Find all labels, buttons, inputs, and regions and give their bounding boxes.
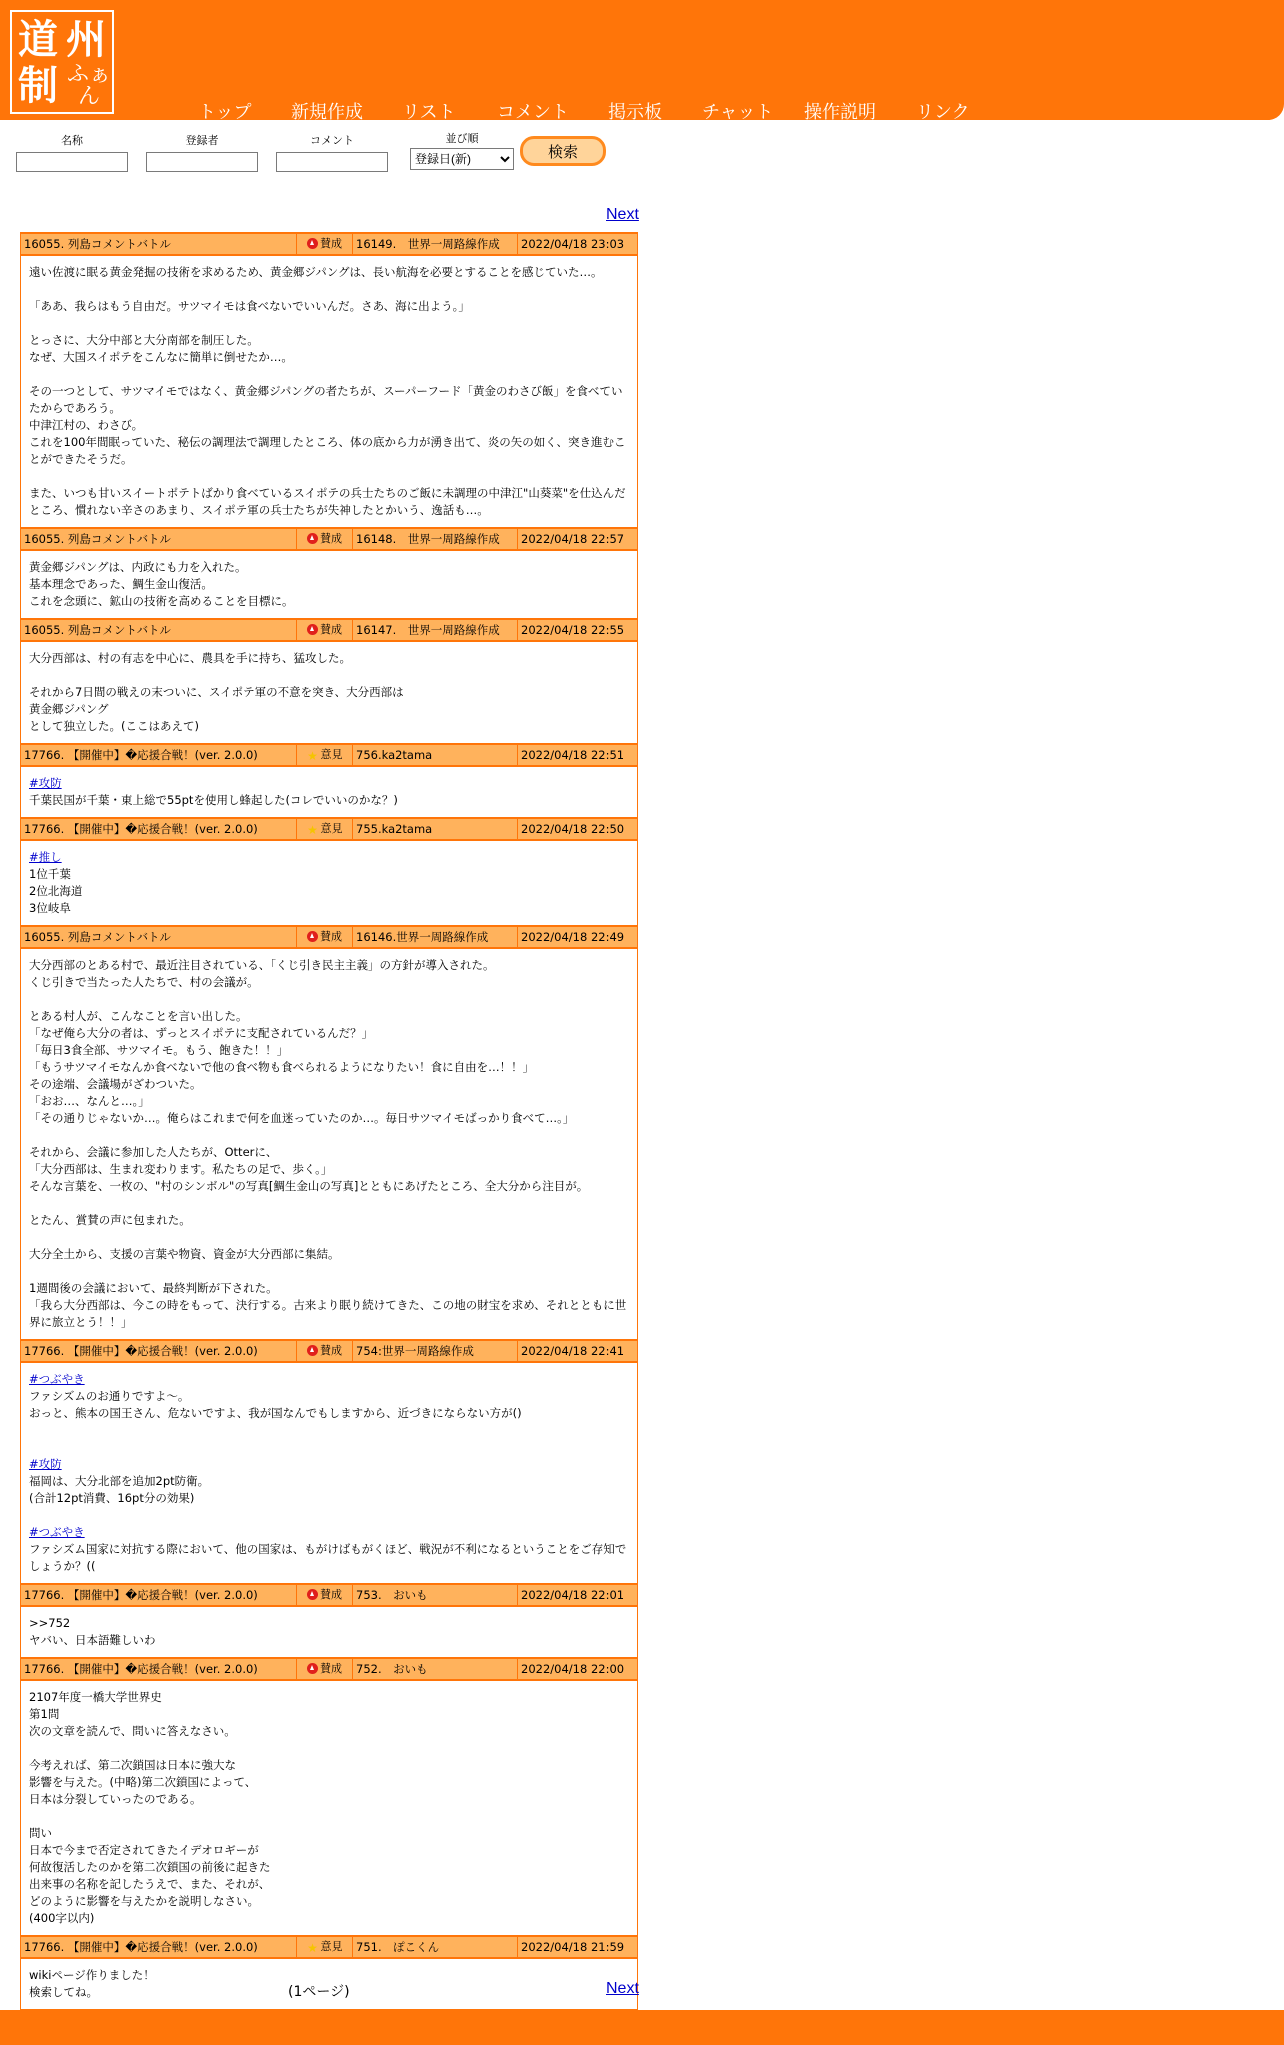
post-line: 次の文章を読んで、問いに答えなさい。 <box>29 1724 236 1738</box>
post-line: とある村人が、こんなことを言い出した。 <box>29 1009 248 1023</box>
nav-top[interactable]: トップ <box>198 102 252 123</box>
site-logo[interactable] <box>10 10 114 114</box>
post-line: 大分西部は、村の有志を中心に、農具を手に持ち、猛攻した。 <box>29 651 351 665</box>
nav-links[interactable]: リンク <box>916 102 970 123</box>
post-header <box>21 1583 637 1607</box>
star-icon: ★ <box>307 823 318 837</box>
up-arrow-icon <box>307 1345 318 1356</box>
name-input[interactable] <box>16 152 128 172</box>
sort-label: 並び順 <box>445 132 479 145</box>
post-line <box>29 1263 629 1280</box>
post-thread-title[interactable]: 17766. 【開催中】�応援合戦！(ver. 2.0.0) <box>21 1341 297 1361</box>
post-thread-title[interactable]: 17766. 【開催中】�応援合戦！(ver. 2.0.0) <box>21 1937 297 1957</box>
post-line <box>29 1195 629 1212</box>
post-line: 「もうサツマイモなんか食べないで他の食べ物も食べられるようになりたい！食に自由を…！！」 <box>29 1060 535 1074</box>
post-vote[interactable] <box>297 1937 353 1957</box>
post-date: 2022/04/18 22:49 <box>521 930 625 944</box>
post-line: として独立した。(ここはあえて) <box>29 719 199 733</box>
post-line: なぜ、大国スイポテをこんなに簡単に倒せたか…。 <box>29 350 293 364</box>
post-tag-line <box>29 1456 629 1473</box>
name-label: 名称 <box>61 134 83 147</box>
post-line: 千葉民国が千葉・東上総で55ptを使用し蜂起した(コレでいいのかな？) <box>29 793 398 807</box>
logo-char-2: 州 <box>66 17 106 63</box>
post-line: その一つとして、サツマイモではなく、黄金郷ジパングの者たちが、スーパーフード「黄金のわさび飯」を食べていたからであろう。 <box>29 384 623 415</box>
registrant-input[interactable] <box>146 152 258 172</box>
post-line: 基本理念であった、鯛生金山復活。 <box>29 577 213 591</box>
post-list <box>20 232 638 2010</box>
sort-select[interactable] <box>410 148 514 170</box>
post-body <box>21 642 637 743</box>
post-header <box>21 1657 637 1681</box>
post-number-author: 752. おいも <box>353 1659 518 1679</box>
post-line <box>29 1229 629 1246</box>
post-line: 「おお…、なんと…。」 <box>29 1094 150 1108</box>
post-line <box>29 315 629 332</box>
post-vote-label: 賛成 <box>320 1588 342 1601</box>
post-line: 大分西部のとある村で、最近注目されている、「くじ引き民主主義」の方針が導入された。 <box>29 958 495 972</box>
post-thread-title[interactable]: 17766. 【開催中】�応援合戦！(ver. 2.0.0) <box>21 1585 297 1605</box>
post-vote-label: 賛成 <box>320 1344 342 1357</box>
post-header <box>21 618 637 642</box>
post-vote-label: 賛成 <box>320 1662 342 1675</box>
post-line: それから7日間の戦えの末ついに、スイポテ軍の不意を突き、大分西部は <box>29 685 404 699</box>
post-line: 福岡は、大分北部を追加2pt防衛。 <box>29 1474 210 1488</box>
post-line: wikiページ作りました！ <box>29 1968 155 1982</box>
post-vote[interactable] <box>297 620 353 640</box>
post-line: おっと、熊本の国王さん、危ないですよ、我が国なんでもしますから、近づきにならない方が() <box>29 1406 522 1420</box>
hashtag-link[interactable]: #つぶやき <box>29 1525 85 1539</box>
post-line: 「毎日3食全部、サツマイモ。もう、飽きた！！」 <box>29 1043 289 1057</box>
post-header <box>21 817 637 841</box>
post-line <box>29 366 629 383</box>
post-line <box>29 281 629 298</box>
post-line: 日本で今まで否定されてきたイデオロギーが <box>29 1843 259 1857</box>
post-vote[interactable] <box>297 1585 353 1605</box>
post-tag-line <box>29 1524 629 1541</box>
post-date: 2022/04/18 22:57 <box>521 532 625 546</box>
post-vote-label: 賛成 <box>320 237 342 250</box>
post-body <box>21 841 637 925</box>
post-vote[interactable] <box>297 529 353 549</box>
post-vote[interactable] <box>297 819 353 839</box>
post-vote[interactable] <box>297 1341 353 1361</box>
post-line: くじ引きで当たった人たちで、村の会議が。 <box>29 975 259 989</box>
post-vote-label: 意見 <box>320 1940 343 1953</box>
post-line: 「なぜ俺ら大分の者は、ずっとスイポテに支配されているんだ？」 <box>29 1026 374 1040</box>
post-vote-label: 賛成 <box>320 532 342 545</box>
post-header <box>21 925 637 949</box>
post-date: 2022/04/18 22:01 <box>521 1588 625 1602</box>
post-line: 何故復活したのかを第二次鎖国の前後に起きた <box>29 1860 271 1874</box>
post-tag-line <box>29 849 629 866</box>
post-header <box>21 232 637 256</box>
post-thread-title[interactable]: 16055. 列島コメントバトル <box>21 927 297 947</box>
up-arrow-icon <box>307 238 318 249</box>
post-number-author: 16149. 世界一周路線作成 <box>353 234 518 254</box>
nav-chat[interactable]: チャット <box>702 102 774 123</box>
comment-field-group <box>276 132 388 172</box>
post-number-author: 755.ka2tama <box>353 819 518 839</box>
post-line: 出来事の名称を記したうえで、また、それが、 <box>29 1877 271 1891</box>
post-date: 2022/04/18 23:03 <box>521 237 625 251</box>
post-body <box>21 1681 637 1935</box>
logo-char-1: 道 <box>18 17 58 63</box>
comment-label: コメント <box>310 134 354 147</box>
post-line: とたん、賞賛の声に包まれた。 <box>29 1213 191 1227</box>
post-line <box>29 1439 629 1456</box>
post-line: 「我ら大分西部は、今この時をもって、決行する。古来より眠り続けてきた、この地の財宝を求め、それとともに世界に旅立とう！！」 <box>29 1298 627 1329</box>
post-date: 2022/04/18 21:59 <box>521 1940 625 1954</box>
post-number-author: 751. ぽこくん <box>353 1937 518 1957</box>
post-line <box>29 991 629 1008</box>
post-body <box>21 767 637 817</box>
post-line: どのように影響を与えたかを説明しなさい。 <box>29 1894 259 1908</box>
post-line: 問い <box>29 1826 52 1840</box>
post-line: 3位岐阜 <box>29 901 71 915</box>
hashtag-link[interactable]: #推し <box>29 850 62 864</box>
post-line: 黄金郷ジパング <box>29 702 109 716</box>
page-count: (1ページ) <box>288 1984 350 2000</box>
post-header <box>21 743 637 767</box>
hashtag-link[interactable]: #攻防 <box>29 1457 62 1471</box>
nav-help[interactable]: 操作説明 <box>804 102 876 123</box>
post-line <box>29 1808 629 1825</box>
post-vote[interactable] <box>297 745 353 765</box>
post-number-author: 16146.世界一周路線作成 <box>353 927 518 947</box>
registrant-field-group <box>146 132 258 172</box>
comment-input[interactable] <box>276 152 388 172</box>
post-tag-line <box>29 1371 629 1388</box>
post-line: 1週間後の会議において、最終判断が下された。 <box>29 1281 278 1295</box>
post-body <box>21 1363 637 1583</box>
post-thread-title[interactable]: 17766. 【開催中】�応援合戦！(ver. 2.0.0) <box>21 745 297 765</box>
site-footer <box>0 2010 1284 2045</box>
post-line: 「大分西部は、生まれ変わります。私たちの足で、歩く。」 <box>29 1162 333 1176</box>
nav-list[interactable]: リスト <box>402 102 456 123</box>
hashtag-link[interactable]: #攻防 <box>29 776 62 790</box>
post-date: 2022/04/18 22:51 <box>521 748 625 762</box>
post-header <box>21 1339 637 1363</box>
post-line: (400字以内) <box>29 1911 95 1925</box>
post-line: 「その通りじゃないか…。俺らはこれまで何を血迷っていたのか…。毎日サツマイモばっかり食べて…。」 <box>29 1111 575 1125</box>
up-arrow-icon <box>307 1589 318 1600</box>
post-line: 日本は分裂していったのである。 <box>29 1792 202 1806</box>
post-vote[interactable] <box>297 927 353 947</box>
post-thread-title[interactable]: 16055. 列島コメントバトル <box>21 620 297 640</box>
logo-char-3: 制 <box>18 63 58 109</box>
post-header <box>21 1935 637 1959</box>
star-icon: ★ <box>307 749 318 763</box>
post-line: 遠い佐渡に眠る黄金発掘の技術を求めるため、黄金郷ジパングは、長い航海を必要とすることを感じていた…。 <box>29 265 603 279</box>
post-body <box>21 949 637 1339</box>
post-body <box>21 1607 637 1657</box>
post-line <box>29 1422 629 1439</box>
post-date: 2022/04/18 22:00 <box>521 1662 625 1676</box>
logo-char-4: ふぁん <box>66 62 111 109</box>
post-vote[interactable] <box>297 234 353 254</box>
up-arrow-icon <box>307 931 318 942</box>
post-line: 検索してね。 <box>29 1985 98 1999</box>
post-line: その途端、会議場がざわついた。 <box>29 1077 202 1091</box>
post-line: 2位北海道 <box>29 884 83 898</box>
post-vote[interactable] <box>297 1659 353 1679</box>
post-line: ファシズム国家に対抗する際において、他の国家は、もがけばもがくほど、戦況が不利になるということをご存知でしょうか？(( <box>29 1542 627 1573</box>
up-arrow-icon <box>307 1663 318 1674</box>
post-thread-title[interactable]: 16055. 列島コメントバトル <box>21 529 297 549</box>
post-line <box>29 1740 629 1757</box>
nav-new[interactable]: 新規作成 <box>291 102 363 123</box>
star-icon: ★ <box>307 1941 318 1955</box>
nav-comment[interactable]: コメント <box>497 102 569 123</box>
post-line: >>752 <box>29 1616 71 1630</box>
up-arrow-icon <box>307 624 318 635</box>
post-line: とっさに、大分中部と大分南部を制圧した。 <box>29 333 259 347</box>
post-line: 黄金郷ジパングは、内政にも力を入れた。 <box>29 560 247 574</box>
post-line: 影響を与えた。(中略)第二次鎖国によって、 <box>29 1775 257 1789</box>
post-vote-label: 賛成 <box>320 623 342 636</box>
post-vote-label: 賛成 <box>320 930 342 943</box>
next-link-top[interactable]: Next <box>606 206 639 223</box>
post-line <box>29 468 629 485</box>
post-line <box>29 667 629 684</box>
up-arrow-icon <box>307 533 318 544</box>
post-line: これを念頭に、鉱山の技術を高めることを目標に。 <box>29 594 294 608</box>
post-line <box>29 1127 629 1144</box>
post-date: 2022/04/18 22:55 <box>521 623 625 637</box>
post-line: ファシズムのお通りですよ〜。 <box>29 1389 190 1403</box>
search-button[interactable]: 検索 <box>520 136 606 166</box>
post-body <box>21 256 637 527</box>
post-date: 2022/04/18 22:50 <box>521 822 625 836</box>
post-line: (合計12pt消費、16pt分の効果) <box>29 1491 195 1505</box>
post-number-author: 16147. 世界一周路線作成 <box>353 620 518 640</box>
post-line: 2107年度一橋大学世界史 <box>29 1690 162 1704</box>
post-line: 「ああ、我らはもう自由だ。サツマイモは食べないでいいんだ。さあ、海に出よう。」 <box>29 299 470 313</box>
next-link-bottom[interactable]: Next <box>606 1980 639 1997</box>
post-vote-label: 意見 <box>320 822 343 835</box>
post-line: これを100年間眠っていた、秘伝の調理法で調理したところ、体の底から力が湧き出て、炎の矢の如く、突き進むことができたそうだ。 <box>29 435 626 466</box>
post-thread-title[interactable]: 17766. 【開催中】�応援合戦！(ver. 2.0.0) <box>21 819 297 839</box>
post-line: 第1問 <box>29 1707 60 1721</box>
post-line: 中津江村の、わさび。 <box>29 418 144 432</box>
post-header <box>21 527 637 551</box>
post-line: 大分全土から、支援の言葉や物資、資金が大分西部に集結。 <box>29 1247 340 1261</box>
name-field-group <box>16 132 128 172</box>
post-number-author: 754:世界一周路線作成 <box>353 1341 518 1361</box>
post-line: 今考えれば、第二次鎖国は日本に強大な <box>29 1758 236 1772</box>
post-number-author: 16148. 世界一周路線作成 <box>353 529 518 549</box>
post-line: そんな言葉を、一枚の、"村のシンボル"の写真[鯛生金山の写真]とともにあげたところ、全大分から注目が。 <box>29 1179 589 1193</box>
post-date: 2022/04/18 22:41 <box>521 1344 625 1358</box>
post-number-author: 756.ka2tama <box>353 745 518 765</box>
site-header <box>0 0 1284 123</box>
registrant-label: 登録者 <box>185 134 219 147</box>
post-number-author: 753. おいも <box>353 1585 518 1605</box>
post-body <box>21 551 637 618</box>
post-line: それから、会議に参加した人たちが、Otterに、 <box>29 1145 278 1159</box>
post-thread-title[interactable]: 17766. 【開催中】�応援合戦！(ver. 2.0.0) <box>21 1659 297 1679</box>
post-vote-label: 意見 <box>320 748 343 761</box>
hashtag-link[interactable]: #つぶやき <box>29 1372 85 1386</box>
post-line: また、いつも甘いスイートポテトばかり食べているスイポテの兵士たちのご飯に未調理の中津江"山葵菜"を仕込んだところ、慣れない辛さのあまり、スイポテ軍の兵士たちが失神したとかいう、逸話も…。 <box>29 486 626 517</box>
post-thread-title[interactable]: 16055. 列島コメントバトル <box>21 234 297 254</box>
sort-field-group <box>410 130 514 170</box>
post-line: ヤバい、日本語難しいわ <box>29 1633 156 1647</box>
post-line: 1位千葉 <box>29 867 71 881</box>
post-tag-line <box>29 775 629 792</box>
nav-board[interactable]: 掲示板 <box>608 102 662 123</box>
post-line <box>29 1507 629 1524</box>
